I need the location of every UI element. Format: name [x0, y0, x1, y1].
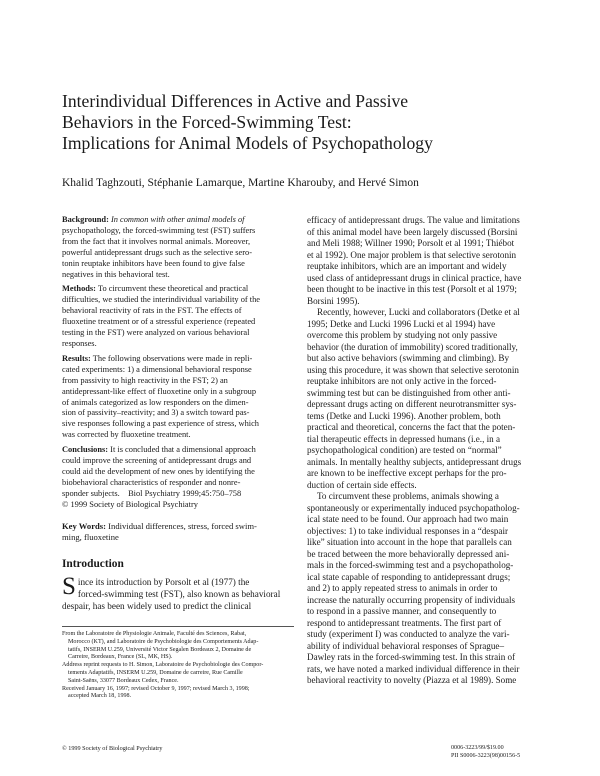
body-line: are known to be ineffective except perhaps for the pro- [307, 468, 507, 478]
body-line: reuptake inhibitors, which are an important and widely [307, 261, 507, 271]
body-line: overcome this problem by studying not only passive [307, 330, 498, 340]
body-line: and 2) to apply repeated stress to animals in order to [307, 583, 498, 593]
article-title [62, 91, 542, 154]
body-line: but also active behaviors (swimming and climbing). By [307, 353, 510, 363]
body-line: used class of antidepressant drugs in clinical practice, have [307, 272, 522, 283]
body-line: using this procedure, it was shown that selective serotonin [307, 364, 519, 375]
abstract-line: could improve the screening of antidepressant drugs and [62, 456, 252, 466]
pii-code: PII S0006-3223(98)00156-5 [451, 752, 521, 759]
abstract-line: negatives in this behavioral test. [62, 269, 170, 279]
body-line: 1995; Detke and Lucki 1996 Lucki et al 1994) have [307, 318, 496, 329]
body-line: ical state capable of responding to antidepressant drugs; [307, 571, 511, 582]
abstract-label: Background: [62, 215, 109, 224]
body-line: depressant drugs acting on different neurotransmitter sys- [307, 399, 517, 409]
section-heading: Introduction [62, 557, 124, 570]
footnote-line: tatifs, INSERM U.259, Université Victor Segalen Bordeaux 2, Domaine de [68, 646, 252, 653]
footnote-line: Carreire, Bordeaux, France (SL, MK, HS). [68, 654, 173, 661]
body-line: mals in the forced-swimming test and a psychopatholog- [307, 560, 514, 570]
body-line: tial therapeutic effects in depressed humans (i.e., in a [307, 433, 501, 444]
body-paragraph [307, 491, 552, 687]
body-line: swimming test but can be distinguished from other anti- [307, 387, 511, 398]
abstract-text: sponder subjects. [62, 488, 120, 498]
body-line: ince its introduction by Porsolt et al (1977) the [77, 576, 250, 587]
abstract-label: Methods: [62, 284, 96, 294]
abstract-methods [62, 284, 292, 349]
abstract-line: from the fact that it involves normal animals. Moreover, [62, 236, 251, 246]
keywords-text: ming, fluoxetine [62, 531, 119, 542]
footnote-line: tements Adaptatifs, INSERM U.259, Domaine de carreire, Rue Camille [68, 669, 243, 676]
intro-paragraph [62, 572, 292, 613]
abstract-line: of animals categorized as low responders on the dimen- [62, 397, 249, 407]
keywords-label: Key Words: [62, 520, 107, 531]
abstract-label: Conclusions: [62, 445, 109, 455]
body-line: and Meli 1988; Willner 1990; Porsolt et al 1991; Thiébot [307, 238, 515, 248]
abstract-line: sion of passivity–reactivity; and 3) a switch toward pas- [62, 408, 250, 418]
journal-citation: Biol Psychiatry 1999;45:750–758 [128, 488, 242, 498]
abstract-conclusions [62, 445, 292, 510]
drop-cap: S [62, 572, 76, 600]
body-line: be traced between the more behaviorally depressed ani- [307, 548, 510, 559]
body-line: To circumvent these problems, animals showing a [317, 491, 499, 501]
abstract-line: biobehavioral characteristics of responder and nonre- [62, 477, 241, 487]
abstract-line: responses. [62, 338, 97, 348]
author-list: Khalid Taghzouti, Stéphanie Lamarque, Martine Kharouby, and Hervé Simon [62, 177, 419, 189]
abstract-line: could aid the development of new ones by identifying the [62, 466, 255, 476]
right-column [307, 215, 552, 687]
issn-price: 0006-3223/99/$19.00 [451, 745, 504, 751]
affiliation-footnote [62, 626, 294, 701]
body-line: Recently, however, Lucki and collaborators (Detke et al [317, 307, 520, 317]
abstract-line [62, 489, 292, 500]
abstract-line: difficulties, we studied the interindividual variability of the [62, 295, 261, 305]
body-line: respond to antidepressant treatments. The first part of [307, 617, 502, 628]
abstract-line: cated experiments: 1) a dimensional behavioral response [62, 364, 252, 374]
abstract-line: psychopathology, the forced-swimming test (FST) suffers [62, 225, 256, 235]
body-line: efficacy of antidepressant drugs. The value and limitations [307, 215, 520, 225]
body-line: to respond in a passive manner, and consequently to [307, 606, 497, 616]
abstract-text: To circumvent these theoretical and practical [95, 284, 249, 294]
body-line: been thought to be inactive in this test (Porsolt et al 1979; [307, 284, 517, 294]
title-line: Implications for Animal Models of Psychopathology [62, 133, 433, 153]
keywords-text: Individual differences, stress, forced swim- [106, 520, 257, 531]
abstract [62, 215, 292, 511]
left-column [62, 215, 292, 612]
body-line: increase the naturally occurring propensity of individuals [307, 594, 516, 605]
abstract-line: fluoxetine treatment or of a stressful experience (repeated [62, 317, 256, 327]
title-line: Behaviors in the Forced-Swimming Test: [62, 112, 352, 132]
footnote-line: Saint-Saëns, 33077 Bordeaux Cedex, France. [68, 677, 179, 684]
body-line: spontaneously or experimentally induced psychopatholog- [307, 502, 520, 513]
abstract-results [62, 354, 292, 441]
body-paragraph [307, 215, 552, 307]
body-line: ability of individual behavioral responses of Sprague– [307, 640, 504, 651]
footer-copyright: © 1999 Society of Biological Psychiatry [62, 745, 163, 752]
abstract-line: testing in the FST) were analyzed on various behavioral [62, 328, 250, 338]
abstract-line: sive responses following a past experience of stress, which [62, 419, 259, 429]
abstract-text: In common with other animal models of [108, 215, 245, 224]
body-line: practical and theoretical, concerns the fact that the poten- [307, 422, 516, 432]
abstract-background [62, 215, 292, 280]
abstract-line: powerful antidepressant drugs such as the selective sero- [62, 247, 253, 257]
body-line: tems (Detke and Lucki 1996). Another problem, both [307, 410, 501, 421]
footnote-line: Address reprint requests to H. Simon, Laboratoire de Psychobiologie des Compor- [62, 662, 264, 669]
footnote-line: From the Laboratoire de Physiologie Animale, Faculté des Sciences, Rabat, [62, 631, 247, 637]
keywords [62, 521, 292, 543]
abstract-line: behavioral reactivity of rats in the FST. The effects of [62, 306, 242, 316]
body-line: of this animal model have been largely discussed (Borsini [307, 226, 518, 237]
body-line: study (experiment I) was conducted to analyze the vari- [307, 629, 510, 639]
body-line: Borsini 1995). [307, 295, 360, 306]
body-line: behavior (the duration of immobility) scored traditionally, [307, 341, 518, 352]
body-line: forced-swimming test (FST), also known as behavioral [77, 588, 281, 599]
title-line: Interindividual Differences in Active and Passive [62, 91, 409, 111]
abstract-text: The following observations were made in repli- [90, 353, 253, 363]
abstract-text: It is concluded that a dimensional approach [108, 445, 256, 455]
body-line: Dawley rats in the forced-swimming test. In this strain of [307, 652, 516, 662]
footer-identifiers [451, 745, 520, 760]
footnote-line: Morocco (KT), and Laboratoire de Psychobiologie des Comportements Adap- [68, 638, 259, 645]
abstract-line: antidepressant-like effect of fluoxetine only in a subgroup [62, 386, 257, 396]
body-line: psychopathological condition) are tested on “normal” [307, 445, 502, 455]
body-line: behavioral reactivity to novelty (Piazza et al 1989). Some [307, 675, 517, 685]
footnote-line: accepted March 18, 1998. [68, 693, 132, 700]
abstract-label: Results: [62, 353, 91, 363]
body-line: duction of certain side effects. [307, 479, 417, 490]
body-paragraph [307, 307, 552, 491]
body-line: ical state need to be found. Our approach had two main [307, 514, 509, 524]
body-line: reuptake inhibitors are not only active in the forced- [307, 376, 497, 386]
body-line: et al 1992). One major problem is that selective serotonin [307, 249, 517, 260]
abstract-line: from passivity to high reactivity in the FST; 2) an [62, 375, 228, 385]
footnote-line: Received January 16, 1997; revised October 9, 1997; revised March 3, 1998; [62, 685, 250, 692]
body-line: objectives: 1) to take individual responses in a “despair [307, 525, 509, 536]
body-line: like” situation into account in the hope that parallels can [307, 537, 512, 547]
body-line: rats, we have noted a marked individual difference in their [307, 663, 520, 674]
body-line: animals. In mentally healthy subjects, antidepressant drugs [307, 456, 522, 467]
abstract-line: tonin reuptake inhibitors have been found to give false [62, 258, 245, 268]
abstract-line: was corrected by fluoxetine treatment. [62, 430, 191, 440]
body-line: despair, has been widely used to predict the clinical [62, 601, 252, 612]
copyright-line: © 1999 Society of Biological Psychiatry [62, 499, 198, 509]
